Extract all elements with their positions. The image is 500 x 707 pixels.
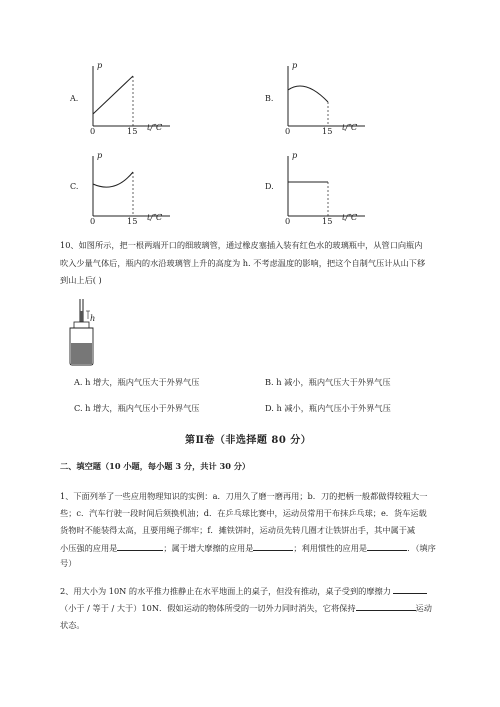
option-c-label: C. xyxy=(70,182,79,191)
answer-blank-2[interactable] xyxy=(253,540,293,551)
graph-d xyxy=(255,150,375,230)
q10-option-d[interactable]: D. h 减小，瓶内气压小于外界气压 xyxy=(265,403,391,413)
tick-15-label: 15 xyxy=(322,216,333,226)
answer-blank-4[interactable] xyxy=(393,583,427,594)
fill1-line5: 号） xyxy=(60,558,77,568)
option-a-label: A. xyxy=(70,94,79,103)
q10-text-line2: 吹入少量气体后，瓶内的水沿玻璃管上升的高度为 h. 不考虑温度的影响，把这个自制气压计从山下移 xyxy=(60,258,426,268)
q10-option-c[interactable]: C. h 增大，瓶内气压小于外界气压 xyxy=(74,403,200,413)
fill2-line1 xyxy=(60,583,427,598)
q10-option-b[interactable]: B. h 减小，瓶内气压大于外界气压 xyxy=(265,377,391,387)
origin-label: 0 xyxy=(90,216,96,226)
fill2-line2 xyxy=(60,600,432,615)
fill1-line4 xyxy=(60,540,436,555)
q10-text-line3: 到山上后( ) xyxy=(60,275,102,285)
section-title: 第Ⅱ卷（非选择题 80 分） xyxy=(185,435,312,446)
option-b-label: B. xyxy=(265,94,274,103)
fill1-line3: 货物时不能装得太高，且要用绳子绑牢；f．摊铁饼时，运动员先转几圈才让铁饼出手，其中属于减 xyxy=(60,525,416,535)
fill2-text-b: （小于 / 等于 / 大于）10N．假如运动的物体所受的一切外力同时消失，它将保持 xyxy=(60,603,356,613)
axis-t-label: t/℃ xyxy=(342,122,358,132)
option-d-label: D. xyxy=(265,182,274,191)
graph-c xyxy=(60,150,180,230)
graph-a xyxy=(60,60,180,140)
q10-option-a[interactable]: A. h 增大，瓶内气压大于外界气压 xyxy=(74,377,200,387)
fill1-line2: 些；c．汽车行驶一段时间后须换机油；d．在乒乓球比赛中，运动员常用干布抹乒乓球；e．货车运载 xyxy=(60,508,427,518)
answer-blank-1[interactable] xyxy=(117,540,163,551)
origin-label: 0 xyxy=(285,126,291,136)
axis-p-label: p xyxy=(292,60,298,70)
axis-p-label: p xyxy=(97,150,103,160)
fill2-text-c: 运动 xyxy=(415,603,432,613)
axis-t-label: t/℃ xyxy=(147,122,163,132)
bottle-illustration xyxy=(62,297,112,367)
axis-t-label: t/℃ xyxy=(342,212,358,222)
graph-b xyxy=(255,60,375,140)
axis-p-label: p xyxy=(292,150,298,160)
origin-label: 0 xyxy=(90,126,96,136)
tick-15-label: 15 xyxy=(127,216,138,226)
fill1-text-c: ；利用惯性的应用是 xyxy=(293,543,368,553)
barometer-figure xyxy=(62,297,112,367)
fill1-line1: 1、下面列举了一些应用物理知识的实例：a．刀用久了磨一磨再用；b．刀的把柄一般都做得较粗大一 xyxy=(60,491,428,501)
fill2-line3: 状态。 xyxy=(60,620,85,630)
axis-t-label: t/℃ xyxy=(147,212,163,222)
tick-15-label: 15 xyxy=(322,126,333,136)
h-label: h xyxy=(90,313,96,323)
fill1-text-b: ；属于增大摩擦的应用是 xyxy=(163,543,254,553)
part-header: 二、填空题（10 小题，每小题 3 分，共计 30 分） xyxy=(60,461,251,471)
origin-label: 0 xyxy=(285,216,291,226)
tick-15-label: 15 xyxy=(127,126,138,136)
fill2-text-a: 2、用大小为 10N 的水平推力推静止在水平地面上的桌子，但没有推动，桌子受到的摩擦力 xyxy=(60,586,391,596)
axis-p-label: p xyxy=(97,60,103,70)
fill1-text-a: 小压强的应用是 xyxy=(60,543,118,553)
fill1-text-d: ．（填序 xyxy=(407,543,436,553)
answer-blank-5[interactable] xyxy=(356,600,416,611)
q10-text-line1: 10、如图所示，把一根两端开口的细玻璃管，通过橡皮塞插入装有红色水的玻璃瓶中，从管口向瓶内 xyxy=(60,240,423,250)
answer-blank-3[interactable] xyxy=(367,540,407,551)
